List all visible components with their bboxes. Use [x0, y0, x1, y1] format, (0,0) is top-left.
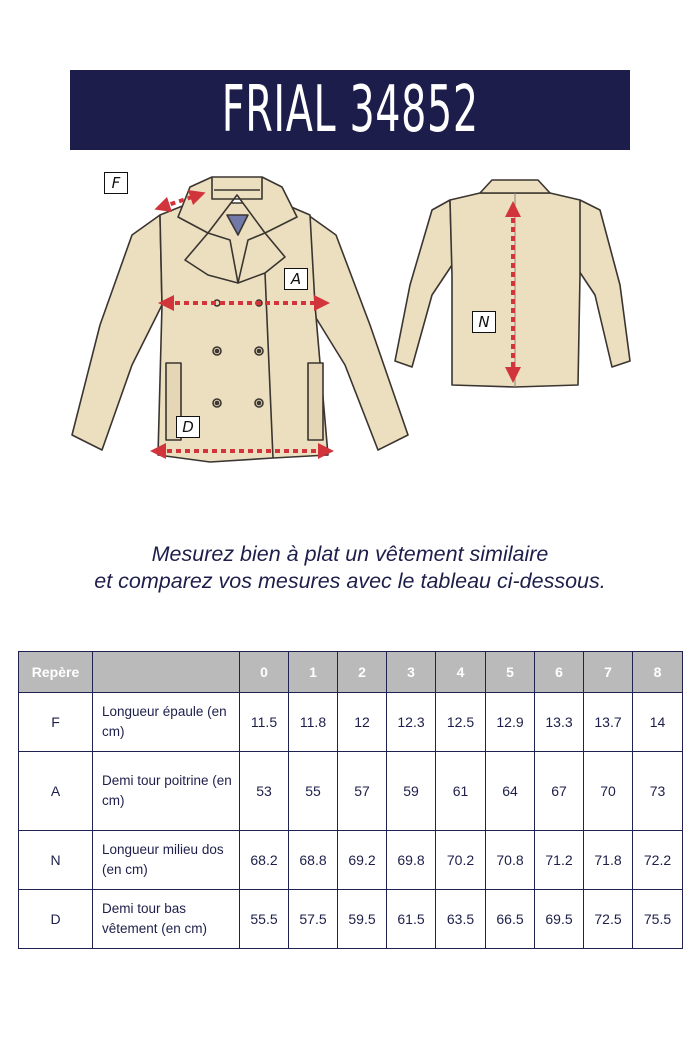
cell-value: 72.2 — [633, 831, 683, 890]
instructions-line-2: et comparez vos mesures avec le tableau ci-dessous. — [94, 569, 606, 593]
title-banner — [70, 70, 630, 150]
row-code: N — [19, 831, 93, 890]
cell-value: 12.9 — [486, 693, 535, 752]
size-chart-table — [18, 651, 683, 949]
cell-value: 13.3 — [535, 693, 584, 752]
cell-value: 12 — [338, 693, 387, 752]
cell-value: 69.5 — [535, 890, 584, 949]
table-row — [19, 831, 683, 890]
table-row — [19, 752, 683, 831]
row-label: Longueur épaule (en cm) — [93, 693, 240, 752]
cell-value: 66.5 — [486, 890, 535, 949]
cell-value: 13.7 — [584, 693, 633, 752]
label-F: F — [104, 172, 128, 194]
cell-value: 61.5 — [387, 890, 436, 949]
row-label: Demi tour poitrine (en cm) — [93, 752, 240, 831]
cell-value: 12.5 — [436, 693, 486, 752]
header-size-2: 2 — [338, 652, 387, 693]
cell-value: 55.5 — [240, 890, 289, 949]
cell-value: 69.2 — [338, 831, 387, 890]
cell-value: 69.8 — [387, 831, 436, 890]
cell-value: 14 — [633, 693, 683, 752]
cell-value: 63.5 — [436, 890, 486, 949]
cell-value: 70 — [584, 752, 633, 831]
cell-value: 12.3 — [387, 693, 436, 752]
cell-value: 68.8 — [289, 831, 338, 890]
header-size-3: 3 — [387, 652, 436, 693]
cell-value: 68.2 — [240, 831, 289, 890]
row-label: Longueur milieu dos (en cm) — [93, 831, 240, 890]
label-N: N — [472, 311, 496, 333]
instructions-line-1: Mesurez bien à plat un vêtement similaire — [151, 542, 549, 566]
header-repere: Repère — [19, 652, 93, 693]
header-description — [93, 652, 240, 693]
cell-value: 64 — [486, 752, 535, 831]
cell-value: 70.2 — [436, 831, 486, 890]
table-header-row — [19, 652, 683, 693]
table-row — [19, 890, 683, 949]
label-A: A — [284, 268, 308, 290]
label-D: D — [176, 416, 200, 438]
coat-illustration — [60, 165, 650, 495]
cell-value: 59 — [387, 752, 436, 831]
header-size-4: 4 — [436, 652, 486, 693]
header-size-6: 6 — [535, 652, 584, 693]
cell-value: 73 — [633, 752, 683, 831]
row-label: Demi tour bas vêtement (en cm) — [93, 890, 240, 949]
cell-value: 61 — [436, 752, 486, 831]
cell-value: 70.8 — [486, 831, 535, 890]
cell-value: 71.2 — [535, 831, 584, 890]
header-size-8: 8 — [633, 652, 683, 693]
row-code: D — [19, 890, 93, 949]
cell-value: 71.8 — [584, 831, 633, 890]
cell-value: 55 — [289, 752, 338, 831]
row-code: F — [19, 693, 93, 752]
header-size-5: 5 — [486, 652, 535, 693]
cell-value: 59.5 — [338, 890, 387, 949]
header-size-7: 7 — [584, 652, 633, 693]
cell-value: 53 — [240, 752, 289, 831]
cell-value: 57 — [338, 752, 387, 831]
cell-value: 72.5 — [584, 890, 633, 949]
cell-value: 11.5 — [240, 693, 289, 752]
cell-value: 11.8 — [289, 693, 338, 752]
measurement-instructions — [0, 541, 700, 595]
cell-value: 67 — [535, 752, 584, 831]
table-row — [19, 693, 683, 752]
product-title: FRIAL 34852 — [221, 73, 479, 147]
cell-value: 57.5 — [289, 890, 338, 949]
row-code: A — [19, 752, 93, 831]
header-size-0: 0 — [240, 652, 289, 693]
header-size-1: 1 — [289, 652, 338, 693]
front-coat-drawing — [72, 177, 408, 462]
cell-value: 75.5 — [633, 890, 683, 949]
